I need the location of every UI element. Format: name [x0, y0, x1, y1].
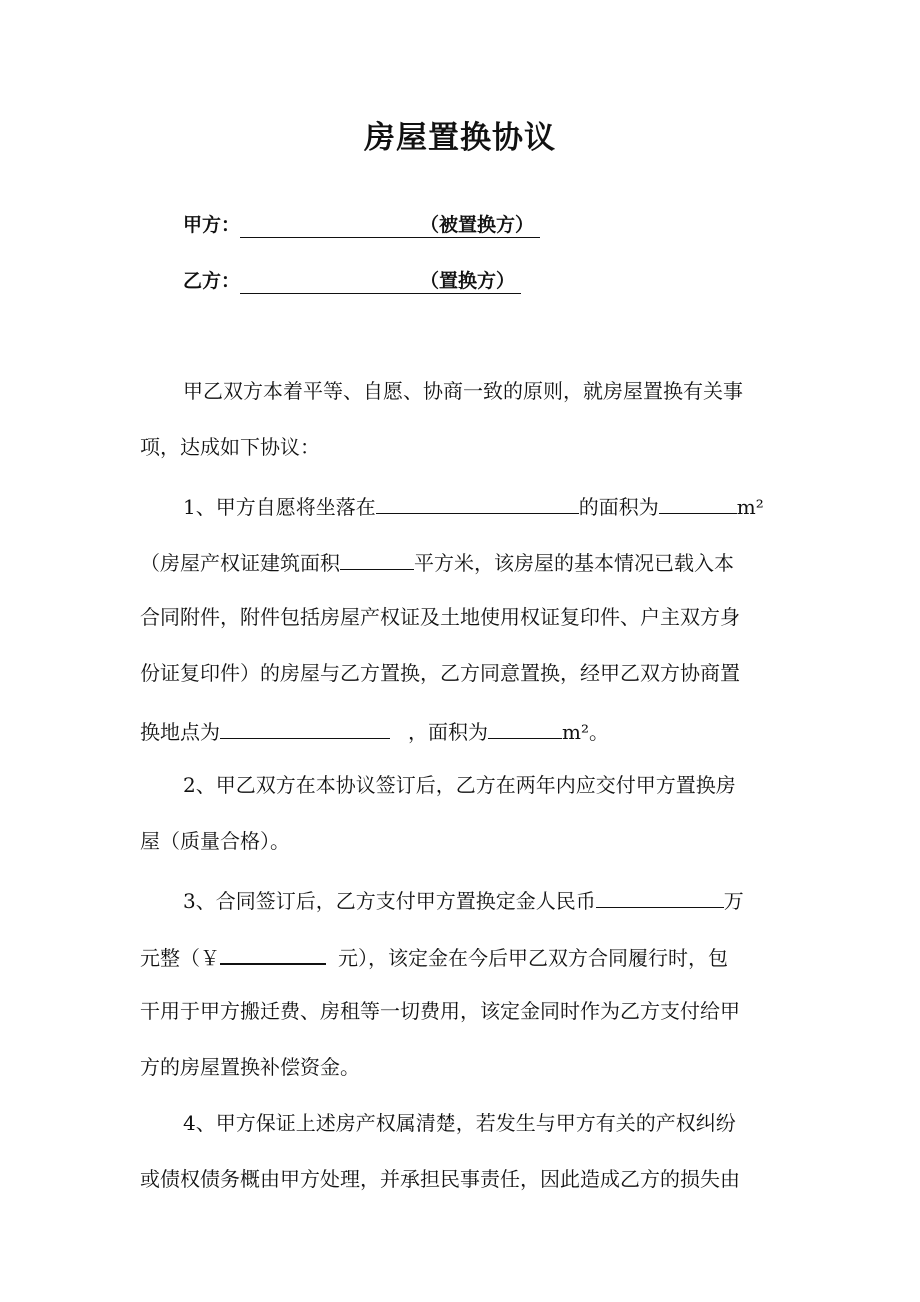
clause-1-text-c: m² — [736, 495, 764, 519]
clause-3-text-b: 万 — [723, 889, 744, 913]
party-a-role: （被置换方） — [420, 210, 540, 238]
intro-line-2: 项，达成如下协议： — [140, 435, 320, 459]
exchange-location-blank — [220, 714, 390, 739]
clause-1-text-d: （房屋产权证建筑面积 — [140, 551, 340, 575]
deposit-yuan-blank — [220, 939, 326, 965]
clause-1-text-e: 平方米，该房屋的基本情况已载入本 — [414, 551, 734, 575]
party-b-line — [183, 266, 521, 294]
clause-1-line-3: 合同附件，附件包括房屋产权证及土地使用权证复印件、户主双方身 — [140, 605, 740, 629]
party-a-label: 甲方： — [183, 214, 241, 236]
clause-1-text-i: ，面积为 — [408, 720, 488, 744]
clause-3-text-d: 元），该定金在今后甲乙双方合同履行时，包 — [338, 946, 728, 970]
location-blank — [376, 489, 579, 514]
clause-1-text-h: 换地点为 — [140, 720, 220, 744]
party-a-line — [183, 210, 540, 238]
clause-3-line-2 — [140, 939, 790, 973]
clause-2-line-2: 屋（质量合格）。 — [140, 829, 290, 853]
exchange-area-blank — [488, 714, 562, 739]
area-blank — [659, 489, 737, 514]
deposit-amount-blank — [596, 883, 724, 908]
clause-1-line-5 — [140, 714, 790, 747]
clause-2-line-1: 2、甲乙双方在本协议签订后，乙方在两年内应交付甲方置换房 — [183, 773, 736, 797]
clause-1-text-a: 1、甲方自愿将坐落在 — [183, 495, 376, 519]
clause-3-line-1 — [183, 883, 833, 916]
document-title: 房屋置换协议 — [364, 120, 556, 156]
intro-line-1: 甲乙双方本着平等、自愿、协商一致的原则，就房屋置换有关事 — [183, 379, 743, 403]
clause-3-text-c: 元整（￥ — [140, 946, 220, 970]
clause-3-line-4: 方的房屋置换补偿资金。 — [140, 1055, 360, 1079]
clause-1-line-2 — [140, 545, 790, 578]
clause-1-line-4: 份证复印件）的房屋与乙方置换，乙方同意置换，经甲乙双方协商置 — [140, 661, 740, 685]
party-b-blank — [240, 269, 420, 294]
party-a-blank — [240, 213, 420, 238]
party-b-label: 乙方： — [183, 270, 241, 292]
clause-4-line-2: 或债权债务概由甲方处理，并承担民事责任，因此造成乙方的损失由 — [140, 1167, 740, 1191]
clause-3-text-a: 3、合同签订后，乙方支付甲方置换定金人民币 — [183, 889, 596, 913]
clause-3-line-3: 干用于甲方搬迁费、房租等一切费用，该定金同时作为乙方支付给甲 — [140, 999, 740, 1023]
certificate-area-blank — [340, 545, 414, 570]
clause-1-text-j: m²。 — [562, 720, 609, 744]
clause-1-line-1 — [183, 489, 833, 522]
clause-1-text-b: 的面积为 — [578, 495, 659, 519]
clause-4-line-1: 4、甲方保证上述房产权属清楚，若发生与甲方有关的产权纠纷 — [183, 1111, 736, 1135]
party-b-role: （置换方） — [420, 266, 521, 294]
